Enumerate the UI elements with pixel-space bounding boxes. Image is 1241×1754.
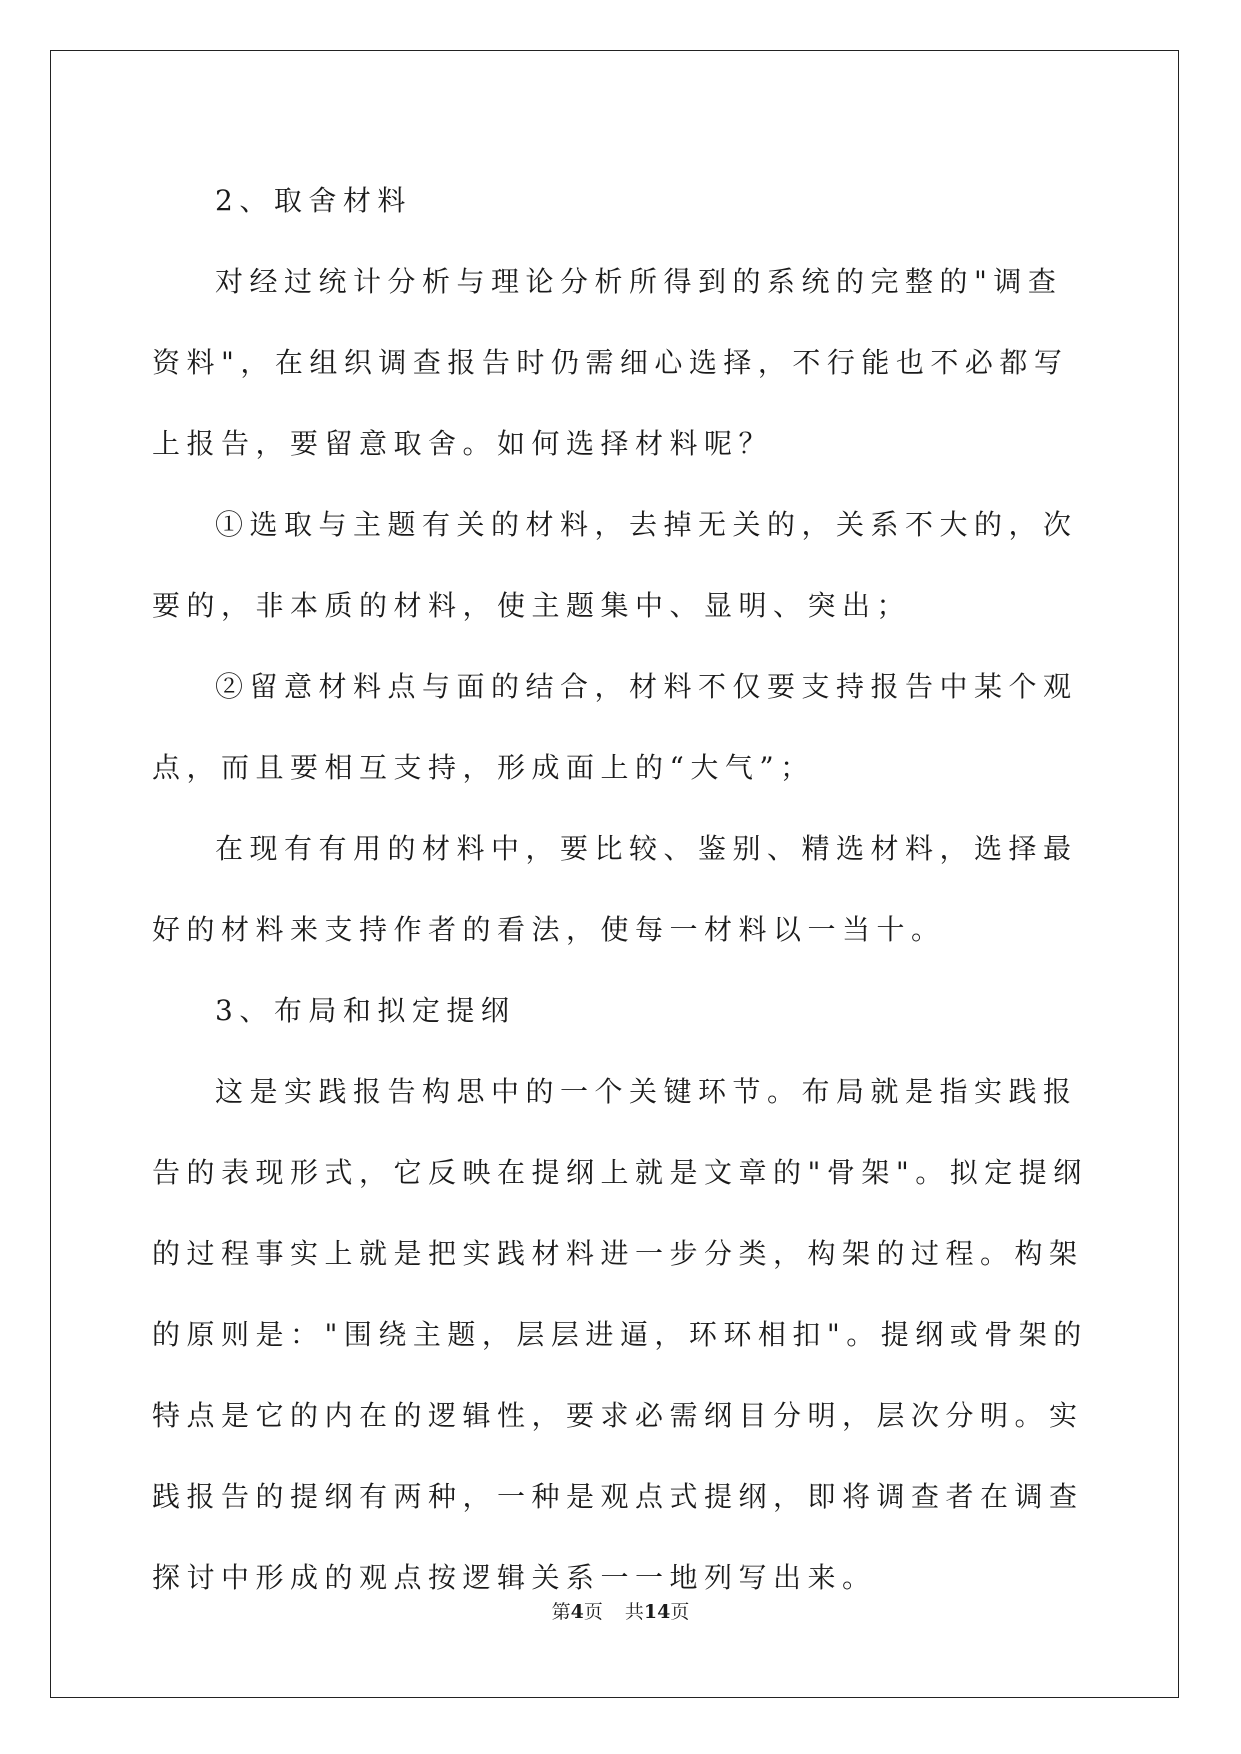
section-heading-3: 3、布局和拟定提纲 — [215, 994, 516, 1027]
page-footer — [0, 1597, 1241, 1624]
footer-prefix: 第 — [551, 1601, 571, 1623]
paragraph: 在现有有用的材料中，要比较、鉴别、精选材料，选择最好的材料来支持作者的看法，使每一材料以一当十。 — [152, 832, 1078, 946]
paragraph: 对经过统计分析与理论分析所得到的系统的完整的"调查资料"，在组织调查报告时仍需细心选择，不行能也不必都写上报告，要留意取舍。如何选择材料呢？ — [152, 265, 1069, 460]
footer-page-suffix: 页 — [583, 1601, 603, 1623]
total-page-count: 14 — [643, 1601, 671, 1623]
paragraph: ①选取与主题有关的材料，去掉无关的，关系不大的，次要的，非本质的材料，使主题集中、显明、突出； — [152, 508, 1078, 622]
document-body — [152, 160, 1092, 1618]
paragraph: 这是实践报告构思中的一个关键环节。布局就是指实践报告的表现形式，它反映在提纲上就是文章的"骨架"。拟定提纲的过程事实上就是把实践材料进一步分类，构架的过程。构架的原则是："围绕主题，层层进逼，环环相扣"。提纲或骨架的特点是它的内在的逻辑性，要求必需纲目分明，层次分明。实践报告的提纲有两种，一种是观点式提纲，即将调查者在调查探讨中形成的观点按逻辑关系一一地列写出来。 — [152, 1075, 1088, 1594]
footer-total-prefix: 共 — [624, 1601, 644, 1623]
footer-total-suffix: 页 — [670, 1601, 690, 1623]
section-heading-2: 2、取舍材料 — [215, 184, 412, 217]
current-page-number: 4 — [570, 1601, 584, 1623]
paragraph: ②留意材料点与面的结合，材料不仅要支持报告中某个观点，而且要相互支持，形成面上的“大气”； — [152, 670, 1078, 784]
